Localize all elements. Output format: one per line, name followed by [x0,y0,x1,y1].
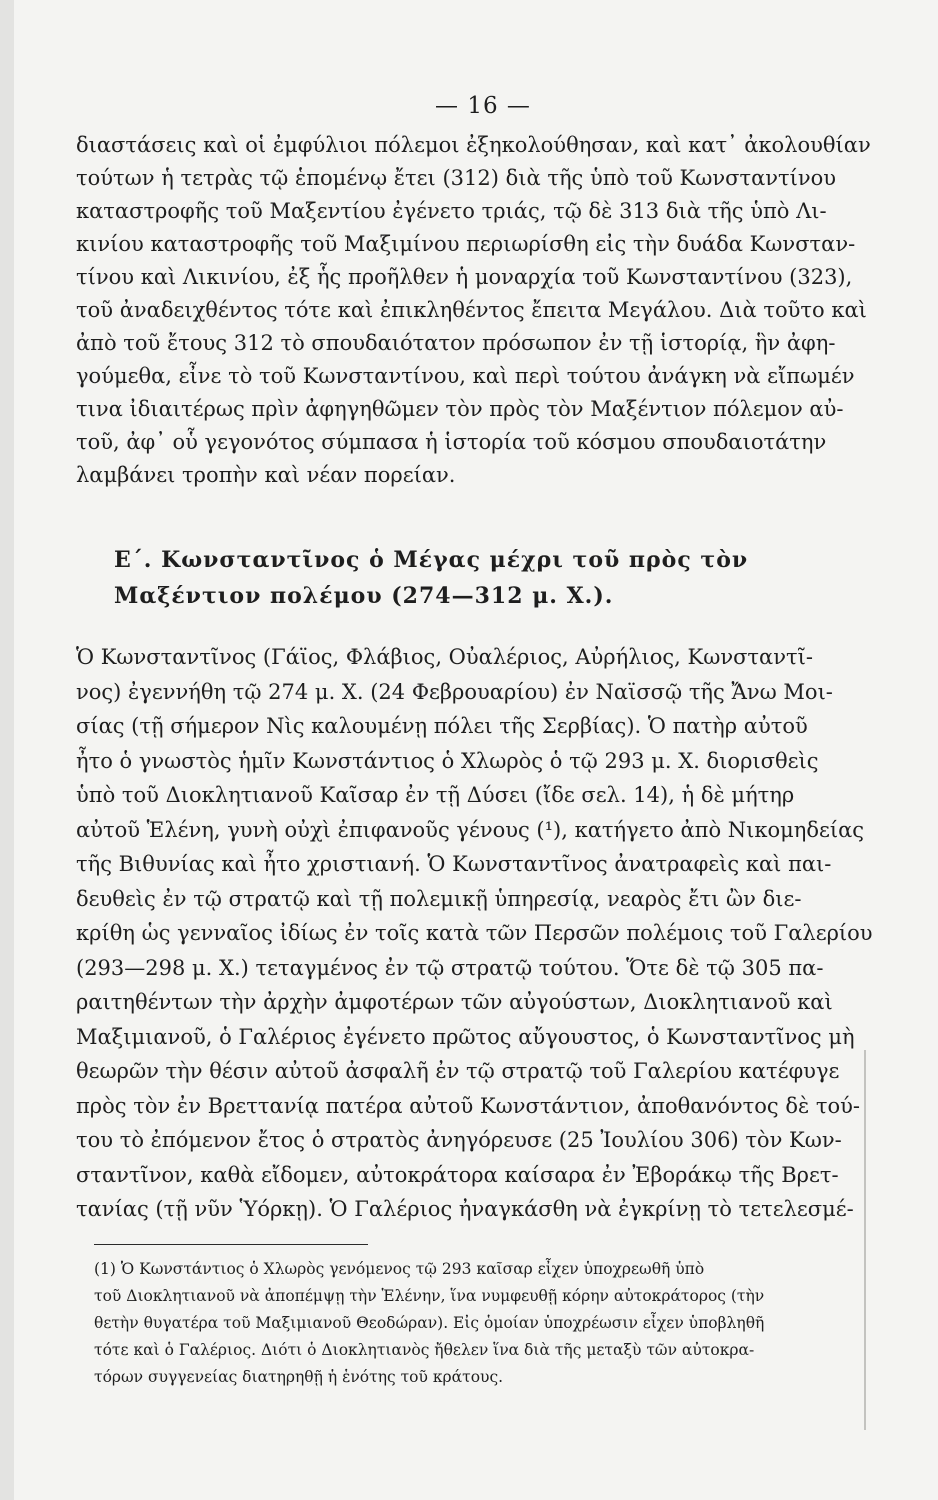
text-line: σίας (τῇ σήμερον Νὶς καλουμένῃ πόλει τῆς Σερβίας). Ὁ πατὴρ αὐτοῦ [76,714,808,738]
text-line: αὐτοῦ Ἑλένη, γυνὴ οὐχὶ ἐπιφανοῦς γένους (¹), κατήγετο ἀπὸ Νικομηδείας [76,817,865,842]
text-line: καταστροφῆς τοῦ Μαξεντίου ἐγένετο τριάς, τῷ δὲ 313 διὰ τῆς ὑπὸ Λι- [76,199,827,223]
footnote-line: τόρων συγγενείας διατηρηθῇ ἡ ἑνότης τοῦ κράτους. [94,1368,504,1386]
text-line: δευθεὶς ἐν τῷ στρατῷ καὶ τῇ πολεμικῇ ὑπηρεσίᾳ, νεαρὸς ἔτι ὢν διε- [76,886,802,911]
section-heading-line: Μαξέντιον πολέμου (274—312 μ. Χ.). [114,583,614,609]
text-line: πρὸς τὸν ἐν Βρεττανίᾳ πατέρα αὐτοῦ Κωνστάντιον, ἀποθανόντος δὲ τού- [76,1093,861,1118]
text-line: σταντῖνον, καθὰ εἴδομεν, αὐτοκράτορα καίσαρα ἐν Ἐβοράκῳ τῆς Βρετ- [76,1162,839,1187]
footnote-line: (1) Ὁ Κωνστάντιος ὁ Χλωρὸς γενόμενος τῷ 293 καῖσαρ εἶχεν ὑποχρεωθῆ ὑπὸ [94,1260,705,1278]
text-line: τανίας (τῇ νῦν Ὑόρκῃ). Ὁ Γαλέριος ἠναγκάσθη νὰ ἐγκρίνῃ τὸ τετελεσμέ- [76,1197,854,1221]
paragraph-1 [76,129,916,492]
paragraph-2 [76,640,916,1227]
text-line: ραιτηθέντων τὴν ἀρχὴν ἀμφοτέρων τῶν αὐγούστων, Διοκλητιανοῦ καὶ [76,990,833,1014]
footnote-line: τότε καὶ ὁ Γαλέριος. Διότι ὁ Διοκλητιανὸς ἤθελεν ἵνα διὰ τῆς μεταξὺ τῶν αὐτοκρα- [94,1341,755,1359]
text-line: νος) ἐγεννήθη τῷ 274 μ. Χ. (24 Φεβρουαρίου) ἐν Ναϊσσῷ τῆς Ἄνω Μοι- [76,679,833,704]
text-line: του τὸ ἐπόμενον ἔτος ὁ στρατὸς ἀνηγόρευσε (25 Ἰουλίου 306) τὸν Κων- [76,1128,842,1152]
text-line: θεωρῶν τὴν θέσιν αὐτοῦ ἀσφαλῆ ἐν τῷ στρατῷ τοῦ Γαλερίου κατέφυγε [76,1059,840,1083]
footnote-line: τοῦ Διοκλητιανοῦ νὰ ἀποπέμψῃ τὴν Ἑλένην, ἵνα νυμφευθῇ κόρην αὐτοκράτορος (τὴν [94,1287,765,1305]
text-line: τοῦ, ἀφ᾽ οὗ γεγονότος σύμπασα ἡ ἱστορία τοῦ κόσμου σπουδαιοτάτην [76,430,827,454]
text-line: τούτων ἡ τετρὰς τῷ ἑπομένῳ ἔτει (312) διὰ τῆς ὑπὸ τοῦ Κωνσταντίνου [76,166,837,190]
text-line: τῆς Βιθυνίας καὶ ἦτο χριστιανή. Ὁ Κωνσταντῖνος ἀνατραφεὶς καὶ παι- [76,852,832,876]
footnote [94,1256,914,1391]
text-line: τοῦ ἀναδειχθέντος τότε καὶ ἐπικληθέντος ἔπειτα Μεγάλου. Διὰ τοῦτο καὶ [76,298,867,322]
text-line: λαμβάνει τροπὴν καὶ νέαν πορείαν. [76,463,456,487]
text-line: (293—298 μ. Χ.) τεταγμένος ἐν τῷ στρατῷ τούτου. Ὅτε δὲ τῷ 305 πα- [76,955,824,980]
text-line: κρίθη ὡς γενναῖος ἰδίως ἐν τοῖς κατὰ τῶν Περσῶν πολέμοις τοῦ Γαλερίου [76,921,873,945]
footnote-divider [94,1244,368,1245]
text-line: ἀπὸ τοῦ ἔτους 312 τὸ σπουδαιότατον πρόσωπον ἐν τῇ ἱστορίᾳ, ἣν ἀφη- [76,331,836,355]
section-heading [114,542,894,614]
page-number: — 16 — [435,93,531,119]
text-line: ὑπὸ τοῦ Διοκλητιανοῦ Καῖσαρ ἐν τῇ Δύσει (ἴδε σελ. 14), ἡ δὲ μήτηρ [76,783,795,807]
text-line: τίνου καὶ Λικινίου, ἐξ ἧς προῆλθεν ἡ μοναρχία τοῦ Κωνσταντίνου (323), [76,265,853,289]
text-line: Ὁ Κωνσταντῖνος (Γάϊος, Φλάβιος, Οὐαλέριος, Αὐρήλιος, Κωνσταντῖ- [76,645,813,669]
section-heading-line: Ε´. Κωνσταντῖνος ὁ Μέγας μέχρι τοῦ πρὸς τὸν [114,547,749,573]
text-line: γούμεθα, εἶνε τὸ τοῦ Κωνσταντίνου, καὶ περὶ τούτου ἀνάγκη νὰ εἴπωμέν [76,364,855,388]
text-line: ἦτο ὁ γνωστὸς ἡμῖν Κωνστάντιος ὁ Χλωρὸς ὁ τῷ 293 μ. Χ. διορισθεὶς [76,748,819,773]
text-line: τινα ἰδιαιτέρως πρὶν ἀφηγηθῶμεν τὸν πρὸς τὸν Μαξέντιον πόλεμον αὐ- [76,397,844,421]
text-line: Μαξιμιανοῦ, ὁ Γαλέριος ἐγένετο πρῶτος αὔγουστος, ὁ Κωνσταντῖνος μὴ [76,1024,855,1049]
text-line: διαστάσεις καὶ οἱ ἐμφύλιοι πόλεμοι ἐξηκολούθησαν, καὶ κατ᾽ ἀκολουθίαν [76,133,871,157]
footnote-line: θετὴν θυγατέρα τοῦ Μαξιμιανοῦ Θεοδώραν). Εἰς ὁμοίαν ὑποχρέωσιν εἶχεν ὑποβληθῆ [94,1314,765,1332]
text-line: κινίου καταστροφῆς τοῦ Μαξιμίνου περιωρίσθη εἰς τὴν δυάδα Κωνσταν- [76,232,856,256]
page-fold-crease [864,1050,866,1430]
